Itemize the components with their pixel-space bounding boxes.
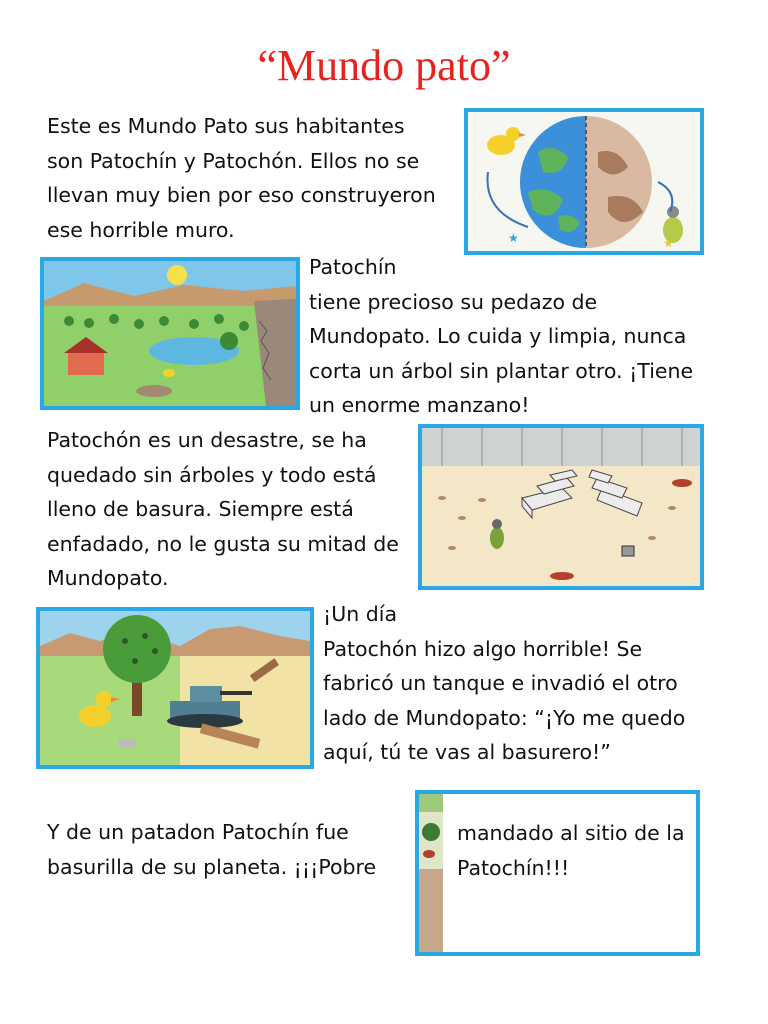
paragraph-5-right-line: Patochín!!! xyxy=(457,855,570,880)
paragraph-4-line: ¡Un día xyxy=(323,602,398,626)
paragraph-5-left xyxy=(47,815,376,884)
split-world-drawing xyxy=(468,112,700,251)
illustration-tank-invasion xyxy=(36,607,314,769)
paragraph-1 xyxy=(47,109,436,247)
paragraph-4 xyxy=(323,597,685,770)
patochon-land-drawing xyxy=(422,428,700,586)
paragraph-2-line: tiene precioso su pedazo de xyxy=(309,289,598,314)
paragraph-3-line: enfadado, no le gusta su mitad de xyxy=(47,531,399,556)
paragraph-1-line: Este es Mundo Pato sus habitantes xyxy=(47,114,405,138)
paragraph-3-line: Mundopato. xyxy=(47,566,169,590)
paragraph-1-line: ese horrible muro. xyxy=(47,217,235,242)
paragraph-5-right-line: mandado al sitio de la xyxy=(457,821,685,845)
paragraph-1-line: son Patochín y Patochón. Ellos no se xyxy=(47,148,420,173)
paragraph-5-left-line: Y de un patadon Patochín fue xyxy=(47,820,349,844)
paragraph-4-line: Patochón hizo algo horrible! Se xyxy=(323,636,643,661)
paragraph-3-line: quedado sin árboles y todo está xyxy=(47,462,377,487)
patochin-land-drawing xyxy=(44,261,296,406)
tank-invasion-drawing xyxy=(40,611,310,765)
paragraph-1-line: llevan muy bien por eso construyeron xyxy=(47,183,436,207)
paragraph-4-line: fabricó un tanque e invadió el otro xyxy=(323,671,678,695)
paragraph-4-line: aquí, tú te vas al basurero!” xyxy=(323,740,611,764)
paragraph-2-line: Mundopato. Lo cuida y limpia, nunca xyxy=(309,324,687,348)
illustration-split-world xyxy=(464,108,704,255)
illustration-patochin-land xyxy=(40,257,300,410)
paragraph-3-line: lleno de basura. Siempre está xyxy=(47,497,354,521)
paragraph-2-line: Patochín xyxy=(309,255,397,279)
illustration-patochon-land xyxy=(418,424,704,590)
final-text-box xyxy=(415,790,700,956)
paragraph-2-line: un enorme manzano! xyxy=(309,393,530,417)
paragraph-2 xyxy=(309,250,693,423)
svg-text:★: ★ xyxy=(508,231,519,245)
page-title: “Mundo pato” xyxy=(257,41,511,90)
paragraph-3 xyxy=(47,423,399,596)
paragraph-5-left-line: basurilla de su planeta. ¡¡¡Pobre xyxy=(47,854,377,879)
svg-text:★: ★ xyxy=(663,236,674,250)
paragraph-5-right xyxy=(457,816,685,885)
paragraph-3-line: Patochón es un desastre, se ha xyxy=(47,428,367,452)
paragraph-4-line: lado de Mundopato: “¡Yo me quedo xyxy=(323,705,686,730)
final-box-image-strip xyxy=(419,794,443,952)
paragraph-2-line: corta un árbol sin plantar otro. ¡Tiene xyxy=(309,358,694,383)
